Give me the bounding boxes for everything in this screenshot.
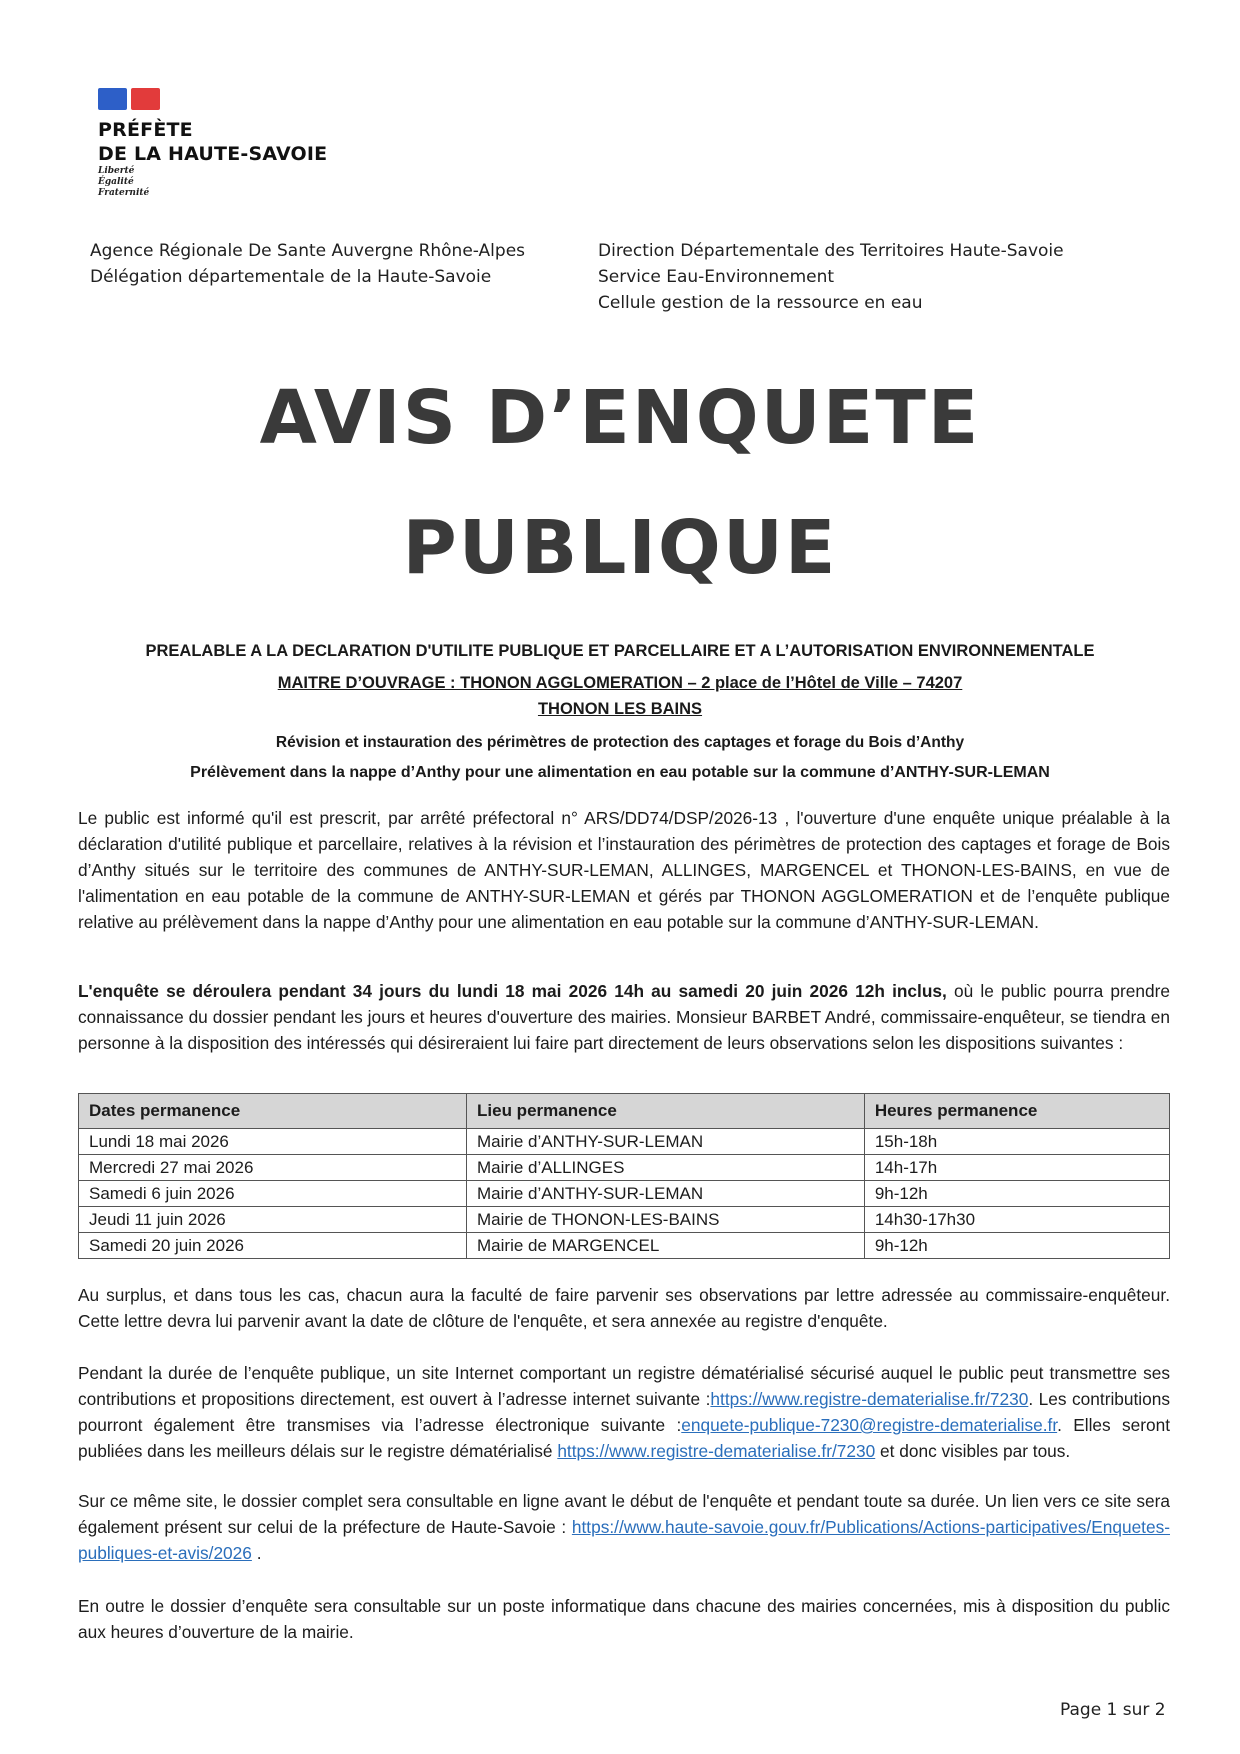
column-header-heures: Heures permanence (864, 1094, 1169, 1129)
table-row: Samedi 20 juin 2026 Mairie de MARGENCEL 9h-12h (79, 1233, 1170, 1259)
page-title-line2: PUBLIQUE (402, 505, 838, 591)
paragraph-dates: L'enquête se déroulera pendant 34 jours du lundi 18 mai 2026 14h au samedi 20 juin 2026 12h inclus, où le public pourra prendre connaissance du dossier pendant les jours et heures d'ouverture des mairies. Monsieur BARBET André, commissaire-enquêteur, se tiendra en personne à la disposition des intéressés qui désireraient lui faire part directement de leurs observations selon les dispositions suivantes : (78, 981, 1170, 1053)
french-flag-icon (98, 88, 160, 110)
prefecture-logo (98, 88, 327, 199)
registre-link-2[interactable]: https://www.registre-dematerialise.fr/7230 (557, 1441, 876, 1461)
paragraph-site: Sur ce même site, le dossier complet sera consultable en ligne avant le début de l'enquête et pendant toute sa durée. Un lien vers ce site sera également présent sur celui de la préfecture de Haute-Savoie : https://www.haute-savoie.gouv.fr/Publications/Actions-participatives/Enquetes-publiques-et-avis/2026 . (78, 1491, 1170, 1563)
table-row: Samedi 6 juin 2026 Mairie d’ANTHY-SUR-LEMAN 9h-12h (79, 1181, 1170, 1207)
prefecture-link[interactable]: https://www.haute-savoie.gouv.fr/Publications/Actions-participatives/Enquetes-publiques-et-avis/2026 (78, 1517, 1170, 1563)
page-number: Page 1 sur 2 (1060, 1700, 1166, 1720)
paragraph-arrete: Le public est informé qu'il est prescrit, par arrêté préfectoral n° ARS/DD74/DSP/2026-13 , l'ouverture d'une enquête unique préalable à la déclaration d'utilité publique et parcellaire, relatives à la révision et l’instauration des périmètres de protection des captages et forage de Bois d’Anthy situés sur le territoire des communes de ANTHY-SUR-LEMAN, ALLINGES, MARGENCEL et THONON-LES-BAINS, en vue de l'alimentation en eau potable de la commune de ANTHY-SUR-LEMAN et gérés par THONON AGGLOMERATION et de l’enquête publique relative au prélèvement dans la nappe d’Anthy pour une alimentation en eau potable sur la commune d’ANTHY-SUR-LEMAN. (78, 808, 1170, 932)
registre-link[interactable]: https://www.registre-dematerialise.fr/7230 (710, 1389, 1029, 1409)
enquiry-period: L'enquête se déroulera pendant 34 jours du lundi 18 mai 2026 14h au samedi 20 juin 2026 12h inclus, (78, 981, 947, 1001)
paragraph-registre: Pendant la durée de l’enquête publique, un site Internet comportant un registre dématérialisé sécurisé auquel le public peut transmettre ses contributions et propositions directement, est ouvert à l’adresse internet suivante :https://www.registre-dematerialise.fr/7230. Les contributions pourront également être transmises via l’adresse électronique suivante :enquete-publique-7230@registre-dematerialise.fr. Elles seront publiées dans les meilleurs délais sur le registre dématérialisé https://www.registre-dematerialise.fr/7230 et donc visibles par tous. (78, 1363, 1171, 1461)
column-header-lieu: Lieu permanence (467, 1094, 865, 1129)
flag-blue (98, 88, 127, 110)
subtitle-prealable: PREALABLE A LA DECLARATION D'UTILITE PUBLIQUE ET PARCELLAIRE ET A L’AUTORISATION ENVIRONNEMENTALE (145, 642, 1095, 660)
subtitle-prelevement: Prélèvement dans la nappe d’Anthy pour une alimentation en eau potable sur la commune d’ANTHY-SUR-LEMAN (190, 764, 1050, 781)
subtitle-maitre-ouvrage: MAITRE D’OUVRAGE : THONON AGGLOMERATION – 2 place de l’Hôtel de Ville – 74207 (277, 674, 963, 692)
prefecture-name: PRÉFÈTE DE LA HAUTE-SAVOIE (98, 119, 328, 165)
column-header-dates: Dates permanence (79, 1094, 467, 1129)
table-row: Jeudi 11 juin 2026 Mairie de THONON-LES-BAINS 14h30-17h30 (79, 1207, 1170, 1233)
paragraph-courrier: Au surplus, et dans tous les cas, chacun aura la faculté de faire parvenir ses observations par lettre adressée au commissaire-enquêteur. Cette lettre devra lui parvenir avant la date de clôture de l'enquête, et sera annexée au registre d'enquête. (78, 1285, 1170, 1331)
subtitle-revision: Révision et instauration des périmètres de protection des captages et forage du Bois d’Anthy (275, 734, 965, 751)
email-link[interactable]: enquete-publique-7230@registre-dematerialise.fr (681, 1415, 1058, 1435)
table-row: Lundi 18 mai 2026 Mairie d’ANTHY-SUR-LEMAN 15h-18h (79, 1129, 1170, 1155)
paragraph-poste-informatique: En outre le dossier d’enquête sera consultable sur un poste informatique dans chacune des mairies concernées, mis à disposition du public aux heures d’ouverture de la mairie. (78, 1596, 1170, 1642)
page-title-line1: AVIS D’ENQUETE (259, 375, 981, 461)
flag-red (131, 88, 160, 110)
header-ddt: Direction Départementale des Territoires Haute-Savoie Service Eau-Environnement Cellule gestion de la ressource en eau (598, 241, 1064, 313)
subtitle-city: THONON LES BAINS (537, 700, 703, 718)
table-header-row (79, 1094, 1170, 1129)
permanence-table (78, 1093, 1170, 1259)
header-ars: Agence Régionale De Sante Auvergne Rhône-Alpes Délégation départementale de la Haute-Savoie (90, 241, 526, 287)
table-row: Mercredi 27 mai 2026 Mairie d’ALLINGES 14h-17h (79, 1155, 1170, 1181)
republic-motto: Liberté Égalité Fraternité (98, 166, 150, 198)
